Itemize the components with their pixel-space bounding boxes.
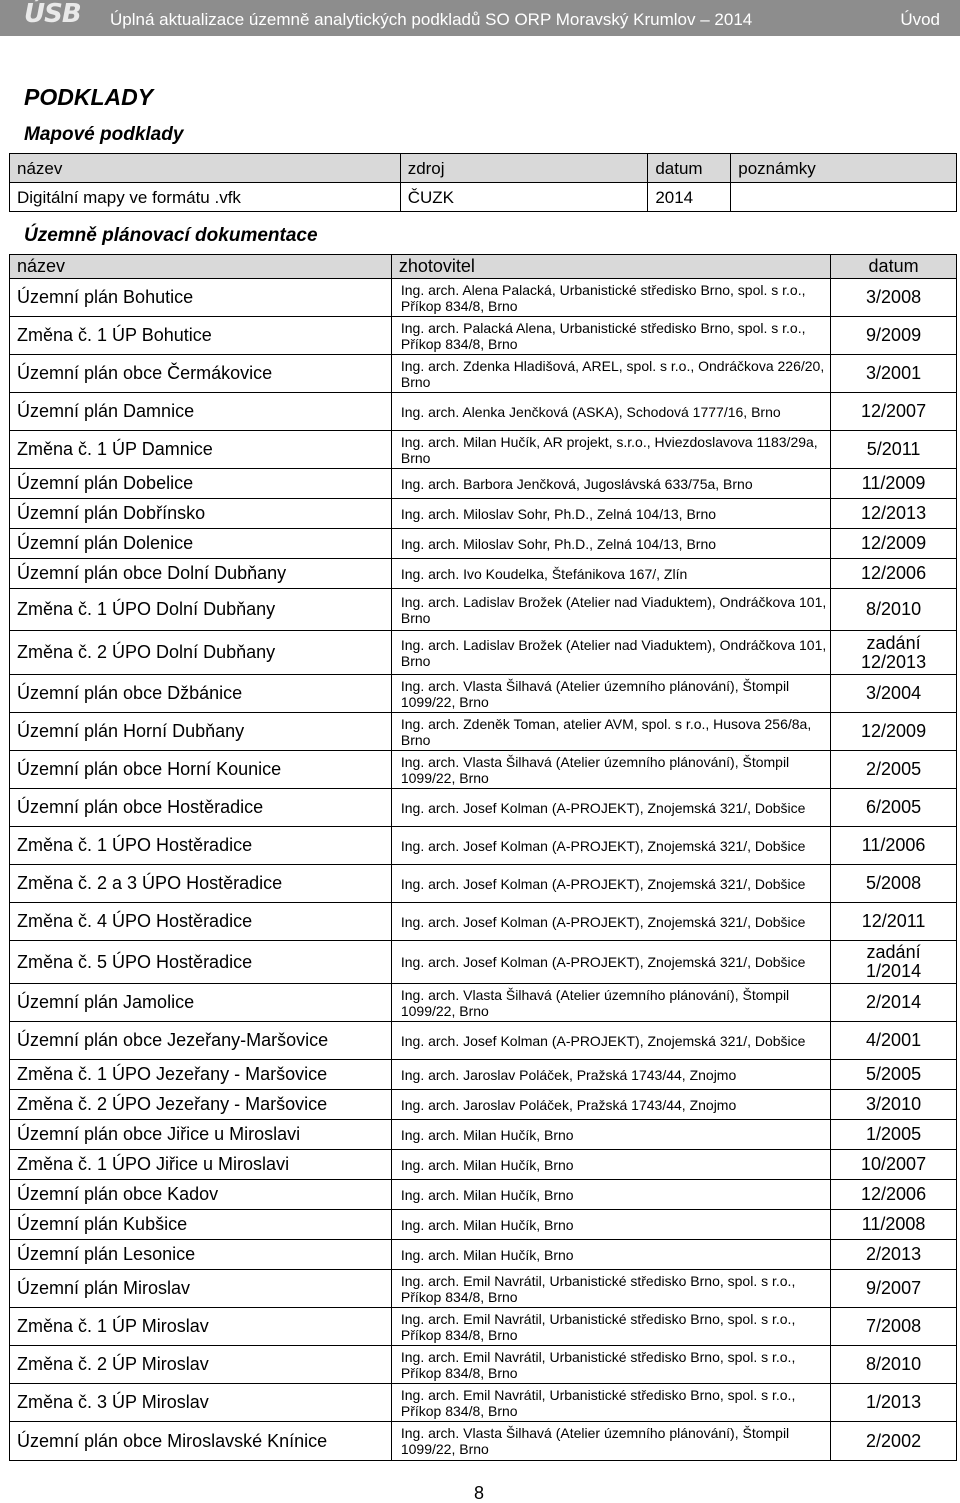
plan-date: 12/2011 bbox=[831, 903, 957, 941]
plan-author: Ing. arch. Josef Kolman (A-PROJEKT), Znojemská 321/, Dobšice bbox=[391, 789, 830, 827]
table-row bbox=[10, 1090, 957, 1120]
plan-name: Územní plán Jamolice bbox=[10, 984, 392, 1022]
table-row bbox=[10, 631, 957, 675]
plan-date: 12/2009 bbox=[831, 713, 957, 751]
maps-table bbox=[9, 153, 957, 212]
plan-name: Územní plán Dobelice bbox=[10, 469, 392, 499]
plan-author: Ing. arch. Josef Kolman (A-PROJEKT), Znojemská 321/, Dobšice bbox=[391, 1022, 830, 1060]
table-row bbox=[10, 865, 957, 903]
plan-author: Ing. arch. Josef Kolman (A-PROJEKT), Znojemská 321/, Dobšice bbox=[391, 865, 830, 903]
plan-date: 11/2008 bbox=[831, 1210, 957, 1240]
plan-name: Územní plán obce Horní Kounice bbox=[10, 751, 392, 789]
plan-name: Územní plán Miroslav bbox=[10, 1270, 392, 1308]
plan-name: Změna č. 1 ÚPO Dolní Dubňany bbox=[10, 589, 392, 631]
table-row bbox=[10, 903, 957, 941]
plan-name: Územní plán obce Dolní Dubňany bbox=[10, 559, 392, 589]
plan-name: Územní plán obce Kadov bbox=[10, 1180, 392, 1210]
plan-author: Ing. arch. Milan Hučík, Brno bbox=[391, 1180, 830, 1210]
plan-author: Ing. arch. Ivo Koudelka, Štefánikova 167/, Zlín bbox=[391, 559, 830, 589]
table-header-row bbox=[10, 154, 957, 183]
table-row bbox=[10, 393, 957, 431]
section-title-plans: Územně plánovací dokumentace bbox=[24, 225, 318, 246]
plan-name: Změna č. 2 ÚPO Dolní Dubňany bbox=[10, 631, 392, 675]
plan-author: Ing. arch. Milan Hučík, Brno bbox=[391, 1210, 830, 1240]
plan-date: 10/2007 bbox=[831, 1150, 957, 1180]
table-row bbox=[10, 713, 957, 751]
plan-author: Ing. arch. Alenka Jenčková (ASKA), Schodová 1777/16, Brno bbox=[391, 393, 830, 431]
plan-name: Územní plán Kubšice bbox=[10, 1210, 392, 1240]
table-row bbox=[10, 431, 957, 469]
table-row bbox=[10, 529, 957, 559]
plan-date: 2/2014 bbox=[831, 984, 957, 1022]
plan-author: Ing. arch. Barbora Jenčková, Jugoslávská 633/75a, Brno bbox=[391, 469, 830, 499]
plan-name: Změna č. 2 ÚPO Jezeřany - Maršovice bbox=[10, 1090, 392, 1120]
plan-date: 3/2001 bbox=[831, 355, 957, 393]
plan-author: Ing. arch. Emil Navrátil, Urbanistické středisko Brno, spol. s r.o., Příkop 834/8, Brno bbox=[391, 1308, 830, 1346]
plan-name: Územní plán Damnice bbox=[10, 393, 392, 431]
plan-date: 1/2005 bbox=[831, 1120, 957, 1150]
plan-date: 7/2008 bbox=[831, 1308, 957, 1346]
plan-name: Změna č. 5 ÚPO Hostěradice bbox=[10, 941, 392, 984]
plan-author: Ing. arch. Jaroslav Poláček, Pražská 1743/44, Znojmo bbox=[391, 1060, 830, 1090]
map-name: Digitální mapy ve formátu .vfk bbox=[10, 183, 401, 212]
plan-date: 6/2005 bbox=[831, 789, 957, 827]
plan-name: Územní plán obce Jezeřany-Maršovice bbox=[10, 1022, 392, 1060]
plan-author: Ing. arch. Ladislav Brožek (Atelier nad Viaduktem), Ondráčkova 101, Brno bbox=[391, 631, 830, 675]
plan-author: Ing. arch. Ladislav Brožek (Atelier nad Viaduktem), Ondráčkova 101, Brno bbox=[391, 589, 830, 631]
table-row bbox=[10, 1150, 957, 1180]
plan-author: Ing. arch. Alena Palacká, Urbanistické středisko Brno, spol. s r.o., Příkop 834/8, Brno bbox=[391, 279, 830, 317]
plan-author: Ing. arch. Palacká Alena, Urbanistické středisko Brno, spol. s r.o., Příkop 834/8, Brno bbox=[391, 317, 830, 355]
plan-name: Změna č. 2 a 3 ÚPO Hostěradice bbox=[10, 865, 392, 903]
plan-date: 12/2007 bbox=[831, 393, 957, 431]
page-number: 8 bbox=[474, 1483, 485, 1503]
plan-date: 12/2009 bbox=[831, 529, 957, 559]
plan-date: 9/2009 bbox=[831, 317, 957, 355]
plan-author: Ing. arch. Josef Kolman (A-PROJEKT), Znojemská 321/, Dobšice bbox=[391, 827, 830, 865]
plan-date: 11/2006 bbox=[831, 827, 957, 865]
plan-author: Ing. arch. Josef Kolman (A-PROJEKT), Znojemská 321/, Dobšice bbox=[391, 903, 830, 941]
plan-name: Změna č. 1 ÚP Damnice bbox=[10, 431, 392, 469]
table-row bbox=[10, 559, 957, 589]
column-header: poznámky bbox=[731, 154, 957, 183]
plan-date: 9/2007 bbox=[831, 1270, 957, 1308]
section-title-maps: Mapové podklady bbox=[24, 124, 184, 145]
plan-name: Územní plán obce Miroslavské Knínice bbox=[10, 1422, 392, 1461]
plan-date: 2/2013 bbox=[831, 1240, 957, 1270]
map-source: ČUZK bbox=[400, 183, 648, 212]
header-title: Úplná aktualizace územně analytických podkladů SO ORP Moravský Krumlov – 2014 bbox=[110, 10, 753, 29]
plan-name: Změna č. 1 ÚP Bohutice bbox=[10, 317, 392, 355]
table-row bbox=[10, 1308, 957, 1346]
plan-author: Ing. arch. Vlasta Šilhavá (Atelier územního plánování), Štompil 1099/22, Brno bbox=[391, 1422, 830, 1461]
table-row bbox=[10, 279, 957, 317]
plan-name: Změna č. 1 ÚPO Hostěradice bbox=[10, 827, 392, 865]
page-header bbox=[0, 0, 960, 36]
plan-date: zadání 12/2013 bbox=[831, 631, 957, 675]
usb-logo: ÚSB bbox=[24, 0, 81, 29]
plan-name: Změna č. 1 ÚPO Jiřice u Miroslavi bbox=[10, 1150, 392, 1180]
plan-name: Změna č. 2 ÚP Miroslav bbox=[10, 1346, 392, 1384]
plan-author: Ing. arch. Miloslav Sohr, Ph.D., Zelná 104/13, Brno bbox=[391, 499, 830, 529]
plan-date: 1/2013 bbox=[831, 1384, 957, 1422]
plan-author: Ing. arch. Vlasta Šilhavá (Atelier územního plánování), Štompil 1099/22, Brno bbox=[391, 751, 830, 789]
plan-name: Změna č. 1 ÚPO Jezeřany - Maršovice bbox=[10, 1060, 392, 1090]
table-row bbox=[10, 827, 957, 865]
table-row bbox=[10, 589, 957, 631]
plan-date: 5/2008 bbox=[831, 865, 957, 903]
table-row bbox=[10, 1346, 957, 1384]
plan-name: Územní plán Horní Dubňany bbox=[10, 713, 392, 751]
plan-author: Ing. arch. Milan Hučík, AR projekt, s.r.o., Hviezdoslavova 1183/29a, Brno bbox=[391, 431, 830, 469]
table-row bbox=[10, 789, 957, 827]
table-row bbox=[10, 317, 957, 355]
plan-author: Ing. arch. Zdenka Hladišová, AREL, spol. s r.o., Ondráčkova 226/20, Brno bbox=[391, 355, 830, 393]
column-header: zdroj bbox=[400, 154, 648, 183]
plan-date: 12/2006 bbox=[831, 559, 957, 589]
plan-author: Ing. arch. Emil Navrátil, Urbanistické středisko Brno, spol. s r.o., Příkop 834/8, Brno bbox=[391, 1270, 830, 1308]
plan-date: 3/2004 bbox=[831, 675, 957, 713]
plan-name: Územní plán obce Čermákovice bbox=[10, 355, 392, 393]
column-header: zhotovitel bbox=[391, 255, 830, 279]
plan-date: 3/2008 bbox=[831, 279, 957, 317]
table-row bbox=[10, 1384, 957, 1422]
plan-date: 12/2013 bbox=[831, 499, 957, 529]
table-row bbox=[10, 984, 957, 1022]
table-row bbox=[10, 183, 957, 212]
plan-author: Ing. arch. Emil Navrátil, Urbanistické středisko Brno, spol. s r.o., Příkop 834/8, Brno bbox=[391, 1384, 830, 1422]
plan-name: Změna č. 4 ÚPO Hostěradice bbox=[10, 903, 392, 941]
table-row bbox=[10, 1422, 957, 1461]
column-header: datum bbox=[648, 154, 731, 183]
plan-date: 4/2001 bbox=[831, 1022, 957, 1060]
plan-date: 5/2011 bbox=[831, 431, 957, 469]
plan-author: Ing. arch. Emil Navrátil, Urbanistické středisko Brno, spol. s r.o., Příkop 834/8, Brno bbox=[391, 1346, 830, 1384]
plan-date: 5/2005 bbox=[831, 1060, 957, 1090]
table-row bbox=[10, 1240, 957, 1270]
table-row bbox=[10, 1120, 957, 1150]
table-header-row bbox=[10, 255, 957, 279]
column-header: název bbox=[10, 154, 401, 183]
table-row bbox=[10, 1210, 957, 1240]
plan-name: Územní plán obce Džbánice bbox=[10, 675, 392, 713]
plan-author: Ing. arch. Milan Hučík, Brno bbox=[391, 1120, 830, 1150]
document-title: PODKLADY bbox=[24, 84, 154, 110]
plan-date: 2/2005 bbox=[831, 751, 957, 789]
map-date: 2014 bbox=[648, 183, 731, 212]
plan-date: 11/2009 bbox=[831, 469, 957, 499]
table-row bbox=[10, 1180, 957, 1210]
plan-date: 8/2010 bbox=[831, 589, 957, 631]
plan-name: Územní plán Lesonice bbox=[10, 1240, 392, 1270]
plan-author: Ing. arch. Milan Hučík, Brno bbox=[391, 1240, 830, 1270]
plan-date: 3/2010 bbox=[831, 1090, 957, 1120]
plan-name: Územní plán Dolenice bbox=[10, 529, 392, 559]
plan-name: Územní plán obce Jiřice u Miroslavi bbox=[10, 1120, 392, 1150]
table-row bbox=[10, 1270, 957, 1308]
plan-name: Změna č. 1 ÚP Miroslav bbox=[10, 1308, 392, 1346]
table-row bbox=[10, 675, 957, 713]
table-row bbox=[10, 499, 957, 529]
plan-name: Územní plán Bohutice bbox=[10, 279, 392, 317]
map-note bbox=[731, 183, 957, 212]
plan-author: Ing. arch. Josef Kolman (A-PROJEKT), Znojemská 321/, Dobšice bbox=[391, 941, 830, 984]
plan-author: Ing. arch. Vlasta Šilhavá (Atelier územního plánování), Štompil 1099/22, Brno bbox=[391, 675, 830, 713]
plan-date: 8/2010 bbox=[831, 1346, 957, 1384]
column-header: datum bbox=[831, 255, 957, 279]
plan-author: Ing. arch. Miloslav Sohr, Ph.D., Zelná 104/13, Brno bbox=[391, 529, 830, 559]
plan-name: Územní plán Dobřínsko bbox=[10, 499, 392, 529]
plan-author: Ing. arch. Milan Hučík, Brno bbox=[391, 1150, 830, 1180]
table-row bbox=[10, 751, 957, 789]
plan-author: Ing. arch. Zdeněk Toman, atelier AVM, spol. s r.o., Husova 256/8a, Brno bbox=[391, 713, 830, 751]
table-row bbox=[10, 941, 957, 984]
plan-author: Ing. arch. Jaroslav Poláček, Pražská 1743/44, Znojmo bbox=[391, 1090, 830, 1120]
column-header: název bbox=[10, 255, 392, 279]
header-section: Úvod bbox=[900, 10, 940, 29]
plan-date: zadání 1/2014 bbox=[831, 941, 957, 984]
table-row bbox=[10, 469, 957, 499]
plan-name: Změna č. 3 ÚP Miroslav bbox=[10, 1384, 392, 1422]
table-row bbox=[10, 355, 957, 393]
table-row bbox=[10, 1022, 957, 1060]
plans-table bbox=[9, 254, 957, 1461]
plan-author: Ing. arch. Vlasta Šilhavá (Atelier územního plánování), Štompil 1099/22, Brno bbox=[391, 984, 830, 1022]
plan-date: 12/2006 bbox=[831, 1180, 957, 1210]
plan-date: 2/2002 bbox=[831, 1422, 957, 1461]
plan-name: Územní plán obce Hostěradice bbox=[10, 789, 392, 827]
table-row bbox=[10, 1060, 957, 1090]
